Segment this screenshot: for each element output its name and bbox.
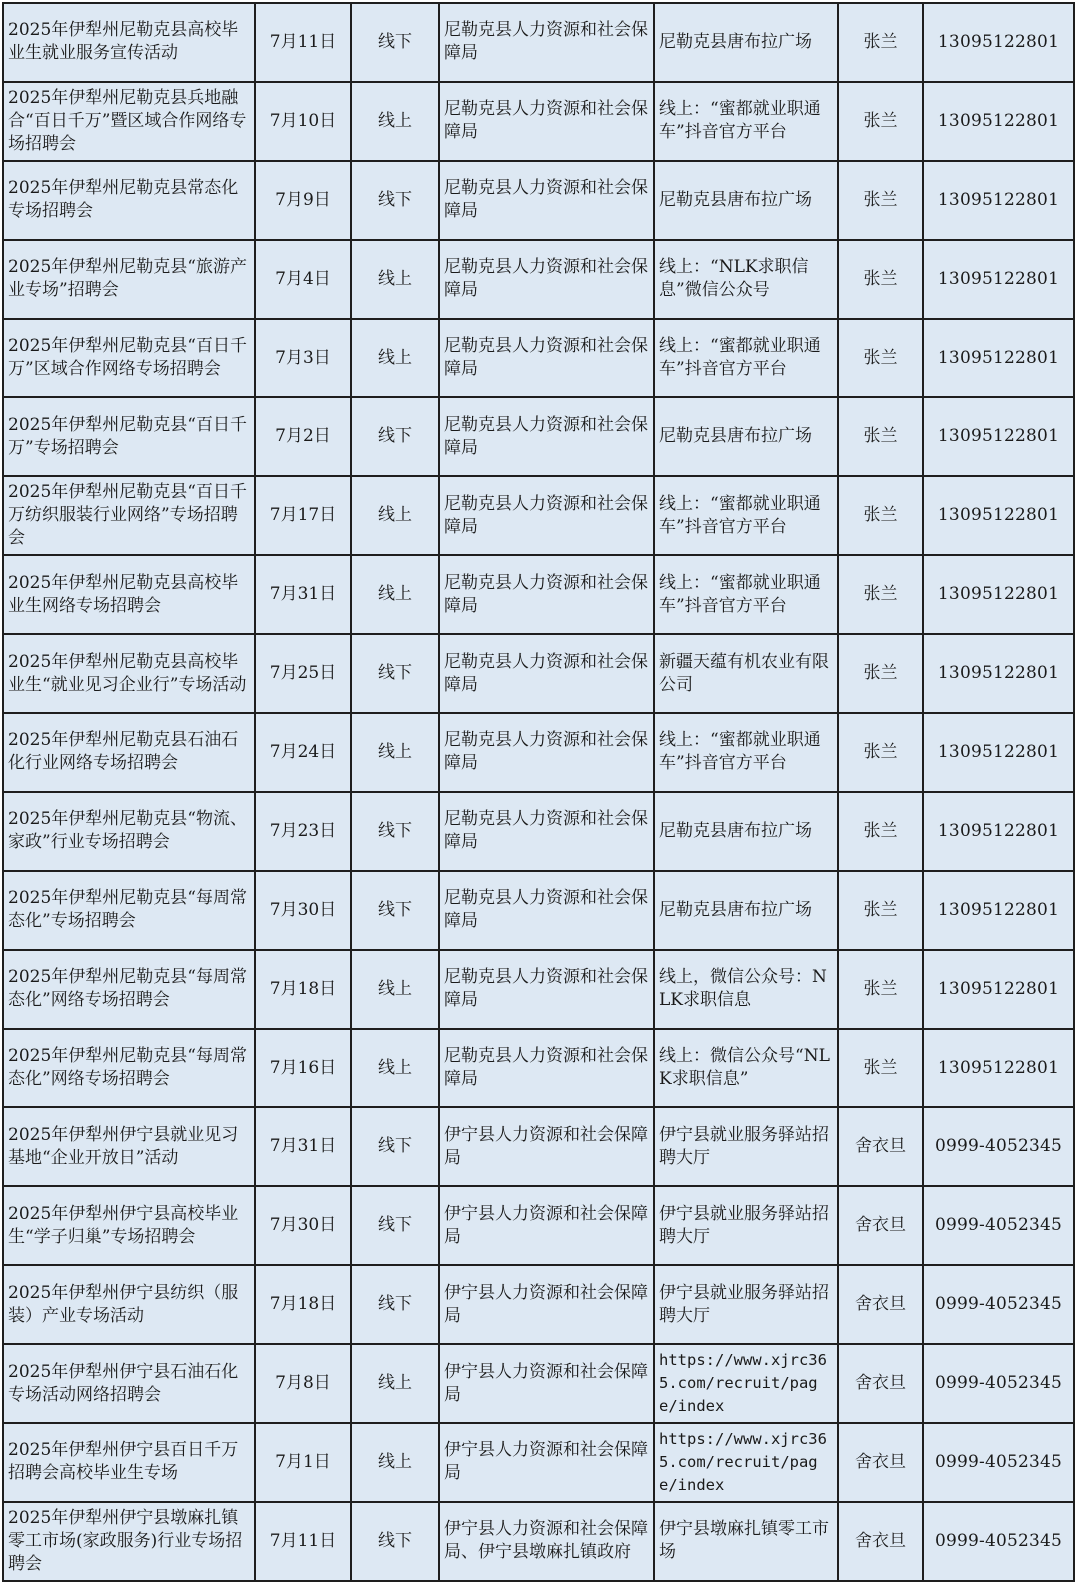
contact-phone-cell: 13095122801 (923, 240, 1074, 319)
contact-person-cell: 张兰 (838, 476, 923, 555)
location-cell: 线上：“蜜都就业职通车”抖音官方平台 (654, 713, 838, 792)
organizer-cell: 尼勒克县人力资源和社会保障局 (439, 555, 654, 634)
location-cell: 线上：“蜜都就业职通车”抖音官方平台 (654, 555, 838, 634)
location-cell: 线上：“NLK求职信息”微信公众号 (654, 240, 838, 319)
event-name-cell: 2025年伊犁州尼勒克县兵地融合“百日千万”暨区域合作网络专场招聘会 (3, 82, 255, 161)
event-date-cell: 7月16日 (255, 1029, 351, 1108)
organizer-cell: 尼勒克县人力资源和社会保障局 (439, 634, 654, 713)
event-name-cell: 2025年伊犁州尼勒克县常态化专场招聘会 (3, 161, 255, 240)
event-date-cell: 7月17日 (255, 476, 351, 555)
event-name-cell: 2025年伊犁州尼勒克县“百日千万纺织服装行业网络”专场招聘会 (3, 476, 255, 555)
table-row (3, 1502, 1074, 1581)
table-row (3, 1107, 1074, 1186)
event-name-cell: 2025年伊犁州伊宁县百日千万招聘会高校毕业生专场 (3, 1423, 255, 1502)
table-row (3, 634, 1074, 713)
event-mode-cell: 线下 (351, 161, 439, 240)
contact-phone-cell: 13095122801 (923, 82, 1074, 161)
event-date-cell: 7月31日 (255, 555, 351, 634)
event-date-cell: 7月24日 (255, 713, 351, 792)
contact-person-cell: 张兰 (838, 1029, 923, 1108)
location-cell: 线上：“蜜都就业职通车”抖音官方平台 (654, 319, 838, 398)
event-date-cell: 7月18日 (255, 950, 351, 1029)
contact-phone-cell: 13095122801 (923, 319, 1074, 398)
organizer-cell: 尼勒克县人力资源和社会保障局 (439, 792, 654, 871)
location-cell: 尼勒克县唐布拉广场 (654, 161, 838, 240)
contact-phone-cell: 13095122801 (923, 792, 1074, 871)
contact-person-cell: 张兰 (838, 397, 923, 476)
contact-phone-cell: 13095122801 (923, 1029, 1074, 1108)
event-name-cell: 2025年伊犁州尼勒克县“物流、家政”行业专场招聘会 (3, 792, 255, 871)
contact-phone-cell: 13095122801 (923, 634, 1074, 713)
table-row (3, 1186, 1074, 1265)
event-date-cell: 7月30日 (255, 871, 351, 950)
table-row (3, 319, 1074, 398)
event-name-cell: 2025年伊犁州尼勒克县“百日千万”专场招聘会 (3, 397, 255, 476)
organizer-cell: 尼勒克县人力资源和社会保障局 (439, 1029, 654, 1108)
event-mode-cell: 线下 (351, 3, 439, 82)
contact-person-cell: 张兰 (838, 950, 923, 1029)
location-cell: 尼勒克县唐布拉广场 (654, 397, 838, 476)
contact-phone-cell: 13095122801 (923, 161, 1074, 240)
event-name-cell: 2025年伊犁州尼勒克县高校毕业生网络专场招聘会 (3, 555, 255, 634)
table-row (3, 161, 1074, 240)
contact-person-cell: 舍衣旦 (838, 1186, 923, 1265)
organizer-cell: 伊宁县人力资源和社会保障局、伊宁县墩麻扎镇政府 (439, 1502, 654, 1581)
event-mode-cell: 线下 (351, 792, 439, 871)
event-date-cell: 7月30日 (255, 1186, 351, 1265)
table-body (3, 3, 1074, 1581)
event-date-cell: 7月31日 (255, 1107, 351, 1186)
event-mode-cell: 线下 (351, 871, 439, 950)
contact-phone-cell: 0999-4052345 (923, 1265, 1074, 1344)
contact-phone-cell: 0999-4052345 (923, 1344, 1074, 1423)
contact-phone-cell: 0999-4052345 (923, 1423, 1074, 1502)
event-mode-cell: 线上 (351, 476, 439, 555)
table-row (3, 1029, 1074, 1108)
contact-person-cell: 张兰 (838, 871, 923, 950)
event-mode-cell: 线下 (351, 634, 439, 713)
table-row (3, 476, 1074, 555)
event-mode-cell: 线下 (351, 1186, 439, 1265)
table-row (3, 713, 1074, 792)
contact-person-cell: 张兰 (838, 713, 923, 792)
event-mode-cell: 线上 (351, 319, 439, 398)
contact-person-cell: 舍衣旦 (838, 1502, 923, 1581)
contact-person-cell: 张兰 (838, 634, 923, 713)
event-mode-cell: 线下 (351, 1107, 439, 1186)
event-name-cell: 2025年伊犁州尼勒克县“百日千万”区域合作网络专场招聘会 (3, 319, 255, 398)
table-row (3, 240, 1074, 319)
table-row (3, 1423, 1074, 1502)
event-date-cell: 7月10日 (255, 82, 351, 161)
contact-person-cell: 舍衣旦 (838, 1344, 923, 1423)
event-name-cell: 2025年伊犁州伊宁县石油石化专场活动网络招聘会 (3, 1344, 255, 1423)
organizer-cell: 尼勒克县人力资源和社会保障局 (439, 713, 654, 792)
table-row (3, 871, 1074, 950)
contact-person-cell: 舍衣旦 (838, 1423, 923, 1502)
organizer-cell: 伊宁县人力资源和社会保障局 (439, 1265, 654, 1344)
event-date-cell: 7月1日 (255, 1423, 351, 1502)
event-date-cell: 7月4日 (255, 240, 351, 319)
table-row (3, 82, 1074, 161)
table-row (3, 1344, 1074, 1423)
contact-phone-cell: 13095122801 (923, 950, 1074, 1029)
event-mode-cell: 线下 (351, 1265, 439, 1344)
location-cell: 线上，微信公众号：NLK求职信息 (654, 950, 838, 1029)
table-row (3, 3, 1074, 82)
event-mode-cell: 线上 (351, 82, 439, 161)
contact-person-cell: 张兰 (838, 3, 923, 82)
contact-person-cell: 舍衣旦 (838, 1265, 923, 1344)
table-row (3, 397, 1074, 476)
location-cell: 伊宁县就业服务驿站招聘大厅 (654, 1107, 838, 1186)
contact-phone-cell: 13095122801 (923, 3, 1074, 82)
event-mode-cell: 线上 (351, 1029, 439, 1108)
event-date-cell: 7月2日 (255, 397, 351, 476)
contact-phone-cell: 0999-4052345 (923, 1186, 1074, 1265)
event-mode-cell: 线上 (351, 240, 439, 319)
event-mode-cell: 线下 (351, 1502, 439, 1581)
organizer-cell: 尼勒克县人力资源和社会保障局 (439, 3, 654, 82)
event-name-cell: 2025年伊犁州伊宁县就业见习基地“企业开放日”活动 (3, 1107, 255, 1186)
table-row (3, 555, 1074, 634)
location-cell: https://www.xjrc365.com/recruit/page/index (654, 1344, 838, 1423)
organizer-cell: 尼勒克县人力资源和社会保障局 (439, 319, 654, 398)
event-date-cell: 7月11日 (255, 1502, 351, 1581)
contact-phone-cell: 13095122801 (923, 713, 1074, 792)
organizer-cell: 尼勒克县人力资源和社会保障局 (439, 397, 654, 476)
event-name-cell: 2025年伊犁州尼勒克县“每周常态化”网络专场招聘会 (3, 950, 255, 1029)
contact-person-cell: 张兰 (838, 319, 923, 398)
organizer-cell: 尼勒克县人力资源和社会保障局 (439, 161, 654, 240)
event-name-cell: 2025年伊犁州尼勒克县“每周常态化”专场招聘会 (3, 871, 255, 950)
contact-person-cell: 张兰 (838, 792, 923, 871)
event-name-cell: 2025年伊犁州伊宁县墩麻扎镇零工市场(家政服务)行业专场招聘会 (3, 1502, 255, 1581)
event-name-cell: 2025年伊犁州尼勒克县“每周常态化”网络专场招聘会 (3, 1029, 255, 1108)
table-row (3, 1265, 1074, 1344)
contact-person-cell: 舍衣旦 (838, 1107, 923, 1186)
event-mode-cell: 线上 (351, 1423, 439, 1502)
location-cell: 尼勒克县唐布拉广场 (654, 871, 838, 950)
organizer-cell: 伊宁县人力资源和社会保障局 (439, 1344, 654, 1423)
contact-phone-cell: 13095122801 (923, 476, 1074, 555)
event-name-cell: 2025年伊犁州尼勒克县石油石化行业网络专场招聘会 (3, 713, 255, 792)
job-fair-schedule (2, 2, 1073, 1580)
organizer-cell: 尼勒克县人力资源和社会保障局 (439, 871, 654, 950)
location-cell: 伊宁县就业服务驿站招聘大厅 (654, 1186, 838, 1265)
contact-person-cell: 张兰 (838, 82, 923, 161)
event-name-cell: 2025年伊犁州伊宁县纺织（服装）产业专场活动 (3, 1265, 255, 1344)
organizer-cell: 尼勒克县人力资源和社会保障局 (439, 950, 654, 1029)
organizer-cell: 伊宁县人力资源和社会保障局 (439, 1186, 654, 1265)
job-fair-table (2, 2, 1075, 1582)
event-date-cell: 7月25日 (255, 634, 351, 713)
location-cell: 伊宁县墩麻扎镇零工市场 (654, 1502, 838, 1581)
location-cell: 尼勒克县唐布拉广场 (654, 3, 838, 82)
table-row (3, 950, 1074, 1029)
contact-phone-cell: 0999-4052345 (923, 1107, 1074, 1186)
event-date-cell: 7月18日 (255, 1265, 351, 1344)
location-cell: 伊宁县就业服务驿站招聘大厅 (654, 1265, 838, 1344)
event-date-cell: 7月11日 (255, 3, 351, 82)
event-mode-cell: 线下 (351, 397, 439, 476)
location-cell: 线上：“蜜都就业职通车”抖音官方平台 (654, 82, 838, 161)
location-cell: 新疆天蕴有机农业有限公司 (654, 634, 838, 713)
event-date-cell: 7月8日 (255, 1344, 351, 1423)
organizer-cell: 尼勒克县人力资源和社会保障局 (439, 476, 654, 555)
event-mode-cell: 线上 (351, 555, 439, 634)
event-mode-cell: 线上 (351, 950, 439, 1029)
location-cell: 线上：“蜜都就业职通车”抖音官方平台 (654, 476, 838, 555)
organizer-cell: 尼勒克县人力资源和社会保障局 (439, 240, 654, 319)
contact-phone-cell: 13095122801 (923, 397, 1074, 476)
event-date-cell: 7月23日 (255, 792, 351, 871)
table-row (3, 792, 1074, 871)
contact-phone-cell: 13095122801 (923, 871, 1074, 950)
event-name-cell: 2025年伊犁州尼勒克县高校毕业生就业服务宣传活动 (3, 3, 255, 82)
contact-person-cell: 张兰 (838, 240, 923, 319)
location-cell: https://www.xjrc365.com/recruit/page/index (654, 1423, 838, 1502)
contact-phone-cell: 0999-4052345 (923, 1502, 1074, 1581)
contact-person-cell: 张兰 (838, 555, 923, 634)
event-mode-cell: 线上 (351, 713, 439, 792)
organizer-cell: 伊宁县人力资源和社会保障局 (439, 1423, 654, 1502)
event-mode-cell: 线上 (351, 1344, 439, 1423)
event-date-cell: 7月9日 (255, 161, 351, 240)
contact-phone-cell: 13095122801 (923, 555, 1074, 634)
organizer-cell: 伊宁县人力资源和社会保障局 (439, 1107, 654, 1186)
organizer-cell: 尼勒克县人力资源和社会保障局 (439, 82, 654, 161)
event-name-cell: 2025年伊犁州尼勒克县“旅游产业专场”招聘会 (3, 240, 255, 319)
event-date-cell: 7月3日 (255, 319, 351, 398)
event-name-cell: 2025年伊犁州尼勒克县高校毕业生“就业见习企业行”专场活动 (3, 634, 255, 713)
location-cell: 尼勒克县唐布拉广场 (654, 792, 838, 871)
location-cell: 线上：微信公众号“NLK求职信息” (654, 1029, 838, 1108)
event-name-cell: 2025年伊犁州伊宁县高校毕业生“学子归巢”专场招聘会 (3, 1186, 255, 1265)
contact-person-cell: 张兰 (838, 161, 923, 240)
